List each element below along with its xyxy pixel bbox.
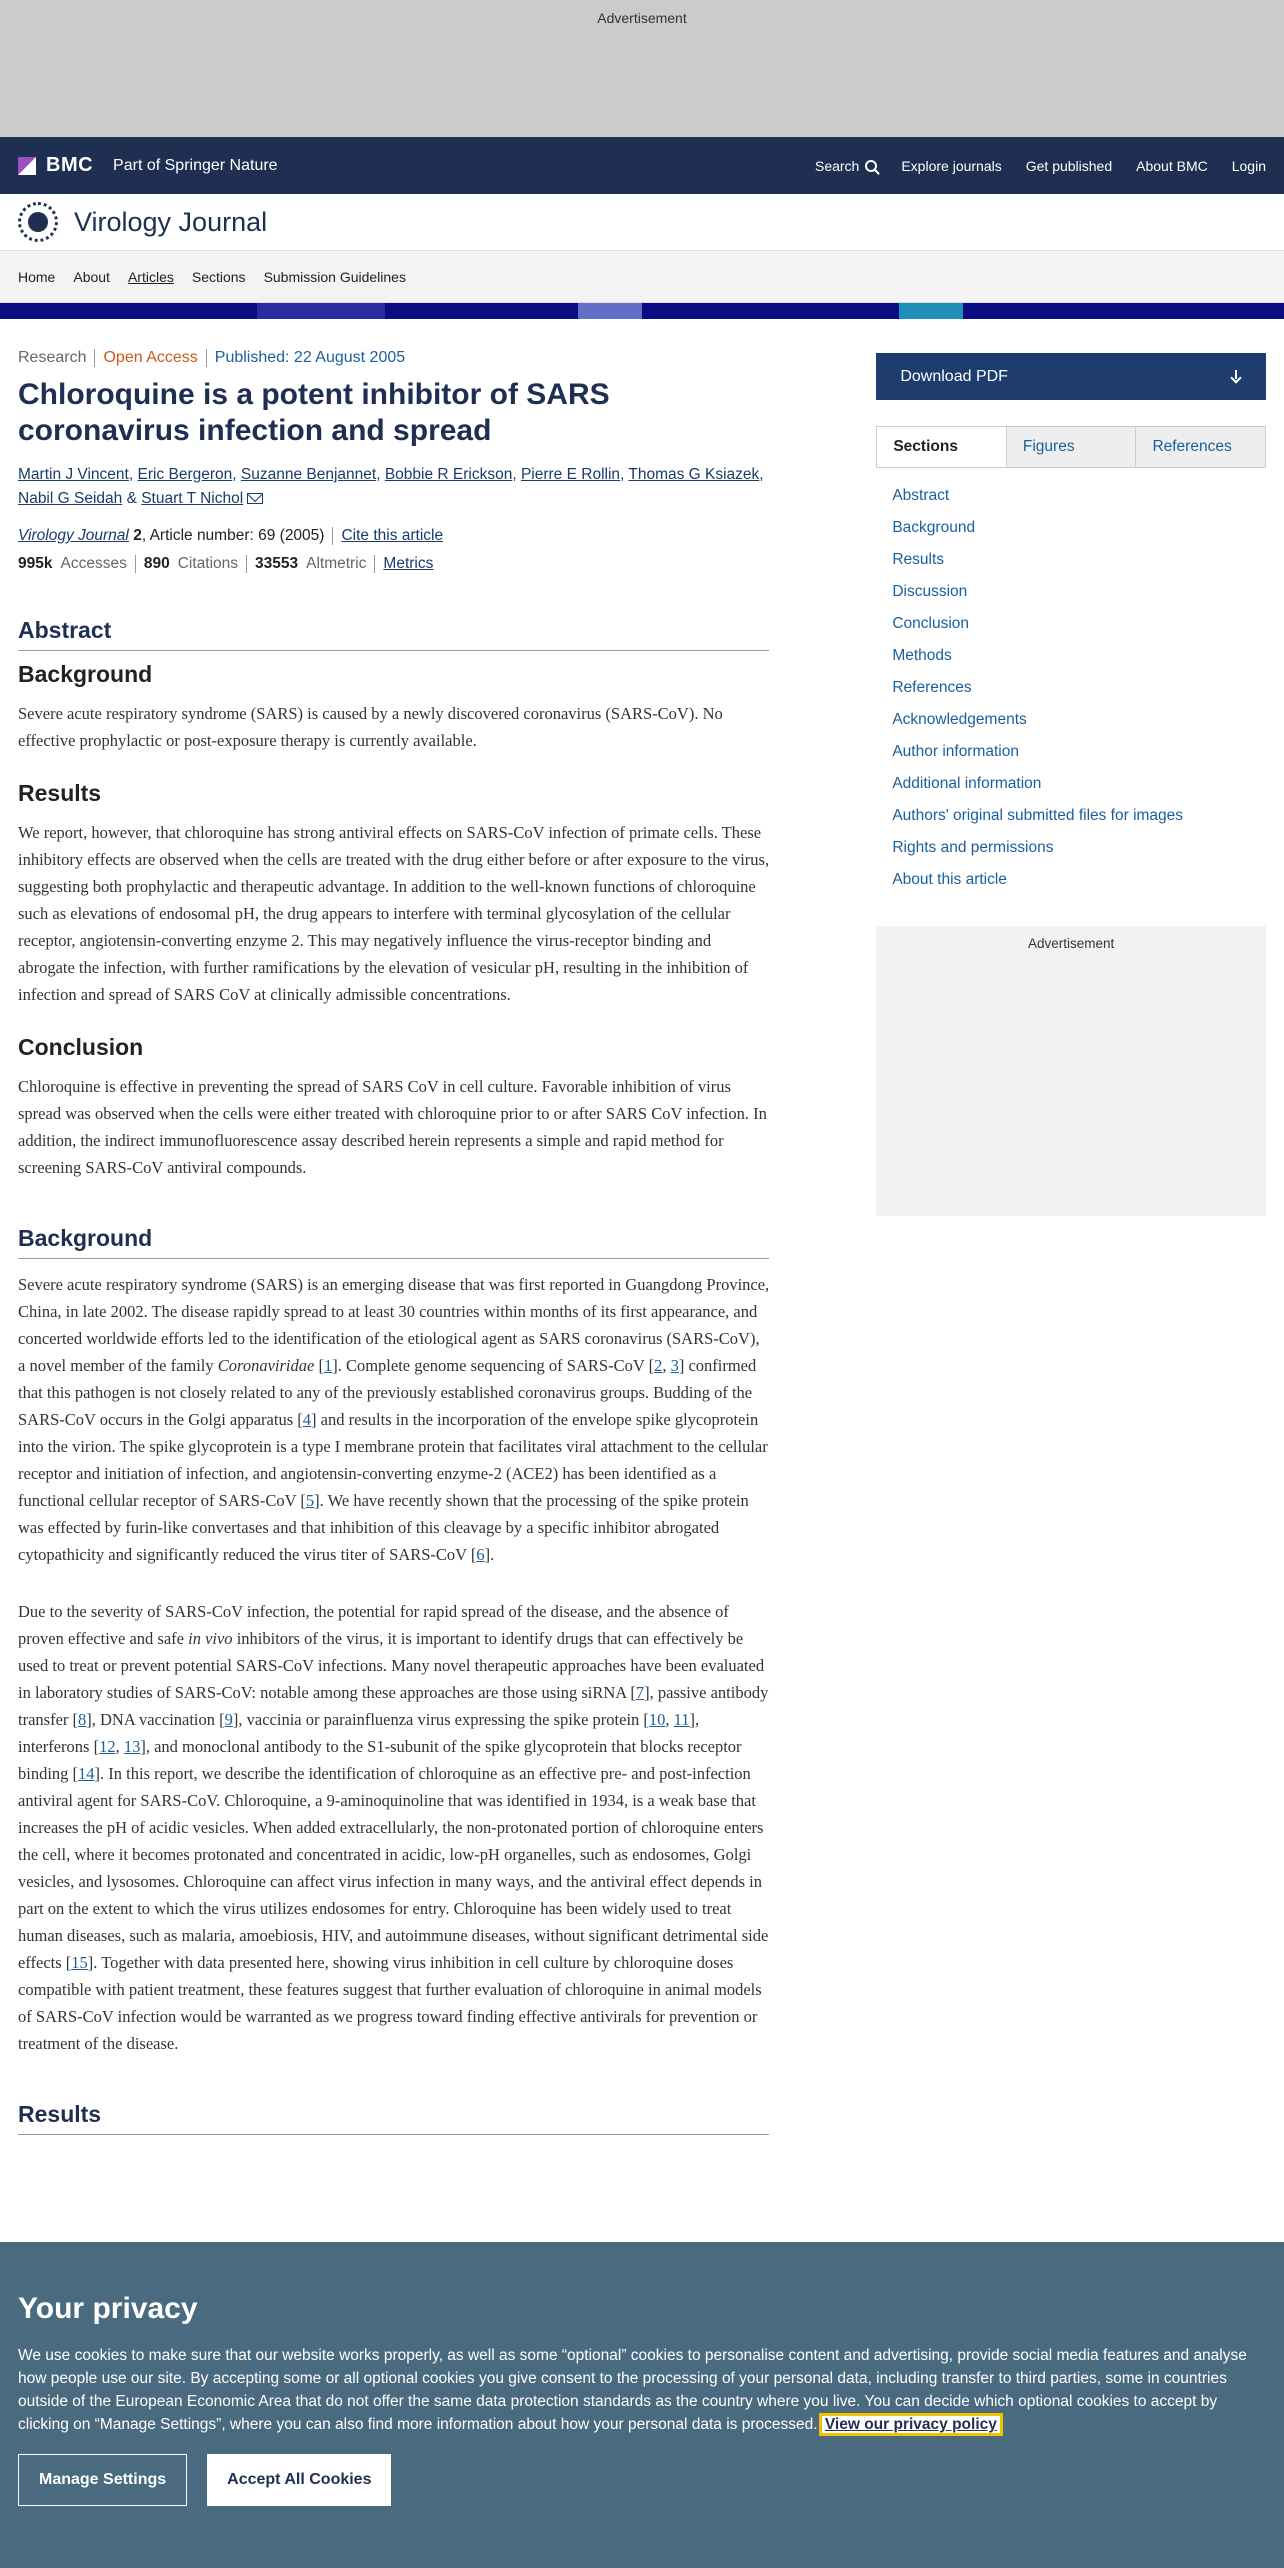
open-access-badge: Open Access [103,349,198,366]
altmetric-count: 33553 [255,555,299,572]
cookie-body: We use cookies to make sure that our website works properly, as well as some “optional” cookies to personalise content and advertising, provide social media features and analyse how people use our site. By accepting some or all optional cookies you give consent to the processing of your personal data, including transfer to third parties, some in countries outside of the European Economic Area that do not offer the same data protection standards as the country where you live. You can decide which optional cookies to accept by clicking on “Manage Settings”, where you can also find more information about how your personal data is processed. [18,2347,1247,2433]
cookie-buttons [18,2454,1266,2506]
journal-nav [0,251,1284,303]
text-run: ]. [484,1545,495,1564]
article-sidebar [876,319,1266,2135]
bmc-nav [815,158,1266,174]
author-link[interactable]: Pierre E Rollin [520,466,621,483]
toc-item-results[interactable]: Results [892,551,945,568]
text-run: ]. Complete genome sequencing of SARS-CoV [ [332,1356,655,1375]
reference-link[interactable]: 6 [476,1545,485,1564]
nav-articles[interactable]: Articles [127,268,174,285]
article-title: Chloroquine is a potent inhibitor of SARS coronavirus infection and spread [18,378,610,447]
reference-link[interactable]: 15 [71,1953,88,1972]
author-link[interactable]: Bobbie R Erickson [384,466,513,483]
background-heading: Background [18,1225,769,1259]
text-run: ]. We have recently shown that the processing of the spike protein was effected by furin-like convertases and that inhibition of this cleavage by a specific inhibitor abrogated cytopathicity and significantly reduced the virus titer of SARS-CoV [ [18,1491,749,1564]
bmc-header [0,137,1284,194]
about-bmc-link[interactable]: About BMC [1136,157,1208,174]
accesses-label: Accesses [60,555,127,572]
bmc-logo-text: BMC [46,154,94,176]
text-run: ]. Together with data presented here, showing virus inhibition in cell culture by chloroquine doses compatible with patient treatment, these features suggest that further evaluation of chloroquine in animal models of SARS-CoV infection would be warranted as we progress toward finding effective antivirals for prevention or treatment of the disease. [18,1953,762,2053]
abstract-heading: Abstract [18,617,769,651]
reference-link[interactable]: 11 [673,1710,690,1729]
text-run: [ [314,1356,324,1375]
abstract-background-heading: Background [18,661,153,687]
get-published-link[interactable]: Get published [1025,157,1113,174]
author-link[interactable]: Thomas G Ksiazek [628,466,760,483]
journal-header [0,194,1284,251]
toc-item-abstract[interactable]: Abstract [892,487,950,504]
download-icon [1230,370,1242,384]
manage-settings-button[interactable]: Manage Settings [18,2454,187,2506]
section-toc [876,468,1266,896]
toc-item-rights[interactable]: Rights and permissions [892,839,1054,856]
citation-article-number: , Article number: 69 (2005) [141,527,325,544]
accept-all-cookies-button[interactable]: Accept All Cookies [207,2454,391,2506]
top-advertisement [0,0,1284,137]
bmc-logo-sub: Part of Springer Nature [113,156,278,174]
tab-references[interactable]: References [1135,427,1265,467]
reference-link[interactable]: 1 [323,1356,333,1375]
email-icon[interactable] [247,493,263,504]
text-run: ] confirmed that this pathogen is not closely related to any of the previously established coronavirus groups. Budding of the SARS-CoV occurs in the Golgi apparatus [ [18,1356,757,1429]
article-meta [18,349,769,367]
cite-this-article-link[interactable]: Cite this article [341,527,444,544]
privacy-policy-link[interactable]: View our privacy policy [822,2416,1000,2433]
accesses-count: 995k [18,555,53,572]
divider [374,555,375,573]
toc-item-discussion[interactable]: Discussion [892,583,968,600]
citations-count: 890 [143,555,170,572]
author-link[interactable]: Suzanne Benjannet [240,466,377,483]
reference-link[interactable]: 7 [635,1683,645,1702]
abstract-results-text: We report, however, that chloroquine has strong antiviral effects on SARS-CoV infection of primate cells. These inhibitory effects are observed when the cells are treated with the drug either before or after exposure to the virus, suggesting both prophylactic and therapeutic advantage. In addition to the well-known functions of chloroquine such as elevations of endosomal pH, the drug appears to interfere with terminal glycosylation of the cellular receptor, angiotensin-converting enzyme 2. This may negatively influence the virus-receptor binding and abrogate the infection, with further ramifications by the elevation of vesicular pH, resulting in the inhibition of infection and spread of SARS CoV at clinically admissible concentrations. [18,823,770,1004]
author-link[interactable]: Eric Bergeron [137,466,233,483]
divider [135,555,136,573]
abstract-background-text: Severe acute respiratory syndrome (SARS) is caused by a newly discovered coronavirus (SARS-CoV). No effective prophylactic or post-exposure therapy is currently available. [18,704,723,750]
text-run: Due to the severity of SARS-CoV infection, the potential for rapid spread of the disease, and the absence of proven effective and safe [18,1602,729,1648]
bmc-logo[interactable] [18,154,278,177]
article-type: Research [18,349,87,366]
search-link[interactable] [815,158,877,174]
search-label: Search [814,157,860,174]
text-run: ], interferons [ [18,1710,700,1756]
reference-link[interactable]: 2 [654,1356,663,1375]
tab-figures[interactable]: Figures [1006,427,1136,467]
article-main [18,319,769,2135]
sidebar-advertisement [876,926,1266,1216]
abstract-conclusion-heading: Conclusion [18,1034,144,1060]
tab-sections[interactable]: Sections [877,427,1006,467]
page-content [0,319,1284,2135]
results-heading: Results [18,2101,769,2135]
nav-home[interactable]: Home [18,268,56,285]
toc-item-background[interactable]: Background [892,519,976,536]
text-run: ]. In this report, we describe the identification of chloroquine as an effective pre- and post-infection antiviral agent for SARS-CoV. Chloroquine, a 9-aminoquinoline that was identified in 1934, is a weak base that increases the pH of acidic vesicles. When added extracellularly, the non-protonated portion of chloroquine enters the cell, where it becomes protonated and concentrated in acidic, low-pH organelles, such as endosomes, Golgi vesicles, and lysosomes. Chloroquine can affect virus infection in many ways, and the antiviral effect depends in part on the extent to which the virus utilizes endosomes for entry. Chloroquine has been widely used to treat human diseases, such as malaria, amoebiosis, HIV, and autoimmune diseases, without significant detrimental side effects [ [18,1764,769,1972]
author-link[interactable]: Stuart T Nichol [141,490,244,507]
divider [94,349,95,367]
abstract-conclusion-text: Chloroquine is effective in preventing the spread of SARS CoV in cell culture. Favorable inhibition of virus spread was observed when the cells were either treated with chloroquine prior to or after SARS CoV infection. In addition, the indirect immunofluorescence assay described herein represents a simple and rapid method for screening SARS-CoV antiviral compounds. [18,1077,767,1177]
toc-item-acknowledgements[interactable]: Acknowledgements [892,711,1027,728]
toc-item-references[interactable]: References [892,679,972,696]
article-metrics [18,555,769,573]
decorative-banner [0,303,1284,319]
divider [206,349,207,367]
author-link[interactable]: Nabil G Seidah [18,490,123,507]
cookie-text [18,2344,1268,2436]
toc-item-about-article[interactable]: About this article [892,871,1007,888]
reference-link[interactable]: 10 [648,1710,666,1729]
author-list: Martin J Vincent, Eric Bergeron, Suzanne Benjannet, Bobbie R Erickson, Pierre E Rollin, Thomas G Ksiazek, Nabil G Seidah & Stuart T Nichol [18,466,764,507]
search-icon [865,160,877,172]
toc-item-additional-information[interactable]: Additional information [892,775,1042,792]
explore-journals-link[interactable]: Explore journals [901,157,1002,174]
nav-about[interactable]: About [73,268,110,285]
reference-link[interactable]: 3 [670,1356,679,1375]
nav-sections[interactable]: Sections [191,268,246,285]
download-pdf-label: Download PDF [900,367,1008,385]
cookie-banner [0,2242,1284,2568]
ad-label: Advertisement [1028,936,1115,951]
nav-submission-guidelines[interactable]: Submission Guidelines [263,268,406,285]
sidebar-tabs [876,426,1266,468]
text-run: inhibitors of the virus, it is important to identify drugs that can effectively be used to treat or prevent potential SARS-CoV infections. Many novel therapeutic approaches have been evaluated in laboratory studies of SARS-CoV: notable among these approaches are those using siRNA [ [18,1629,765,1702]
text-run: ], passive antibody transfer [ [18,1683,769,1729]
text-run: Severe acute respiratory syndrome (SARS) is an emerging disease that was first reported in Guangdong Province, China, in late 2002. The disease rapidly spread to at least 30 countries within months of its first appearance, and concerted worldwide efforts led to the identification of the etiological agent as SARS coronavirus (SARS-CoV), a novel member of the family [18,1275,770,1375]
text-run: ] and results in the incorporation of the envelope spike glycoprotein into the virion. The spike glycoprotein is a type I membrane protein that facilitates viral attachment to the cellular receptor and initiation of infection, and angiotensin-converting enzyme-2 (ACE2) has been identified as a functional cellular receptor of SARS-CoV [ [18,1410,768,1510]
reference-link[interactable]: 4 [302,1410,311,1429]
text-run: ], DNA vaccination [ [86,1710,225,1729]
altmetric-label: Altmetric [306,555,367,572]
background-paragraph-2: Due to the severity of SARS-CoV infection, the potential for rapid spread of the disease, and the absence of proven effective and safe in vivo inhibitors of the virus, it is important to identify drugs that can effectively be used to treat or prevent potential SARS-CoV infections. Many novel therapeutic approaches have been evaluated in laboratory studies of SARS-CoV: notable among these approaches are those using siRNA [7], passive antibody transfer [8], DNA vaccination [9], vaccinia or parainfluenza virus expressing the spike protein [10, 11], interferons [12, 13], and monoclonal antibody to the S1-subunit of the spike glycoprotein that blocks receptor binding [14]. In this report, we describe the identification of chloroquine as an effective pre- and post-infection antiviral agent for SARS-CoV. Chloroquine, a 9-aminoquinoline that was identified in 1934, is a weak base that increases the pH of acidic vesicles. When added extracellularly, the non-protonated portion of chloroquine enters the cell, where it becomes protonated and concentrated in acidic, low-pH organelles, such as endosomes, Golgi vesicles, and lysosomes. Chloroquine can affect virus infection in many ways, and the antiviral effect depends in part on the extent to which the virus utilizes endosomes for entry. Chloroquine has been widely used to treat human diseases, such as malaria, amoebiosis, HIV, and autoimmune diseases, without significant detrimental side effects [15]. Together with data presented here, showing virus inhibition in cell culture by chloroquine doses compatible with patient treatment, these features suggest that further evaluation of chloroquine in animal models of SARS-CoV infection would be warranted as we progress toward finding effective antivirals for prevention or treatment of the disease. [18,1602,769,2053]
toc-item-original-files[interactable]: Authors' original submitted files for images [892,807,1184,824]
toc-item-conclusion[interactable]: Conclusion [892,615,970,632]
reference-link[interactable]: 8 [78,1710,87,1729]
reference-link[interactable]: 5 [305,1491,315,1510]
abstract-results-heading: Results [18,780,102,806]
ad-label: Advertisement [597,10,687,26]
citations-label: Citations [177,555,239,572]
login-link[interactable]: Login [1231,157,1266,174]
journal-title[interactable]: Virology Journal [74,206,268,237]
reference-link[interactable]: 13 [123,1737,141,1756]
virus-logo-icon[interactable] [18,202,58,242]
metrics-link[interactable]: Metrics [383,555,434,572]
citation-volume: 2 [133,527,142,544]
reference-link[interactable]: 9 [224,1710,233,1729]
toc-item-author-information[interactable]: Author information [892,743,1019,760]
citation-line [18,527,769,545]
text-run: ], vaccinia or parainfluenza virus expressing the spike protein [ [232,1710,649,1729]
text-run: Coronaviridae [217,1356,315,1375]
divider [332,527,333,545]
download-pdf-button[interactable] [876,353,1266,400]
cookie-title: Your privacy [18,2292,198,2325]
published-date: Published: 22 August 2005 [214,349,406,366]
text-run: in vivo [188,1629,233,1648]
text-run: ], and monoclonal antibody to the S1-subunit of the spike glycoprotein that blocks receptor binding [ [18,1737,742,1783]
reference-link[interactable]: 14 [78,1764,95,1783]
author-link[interactable]: Martin J Vincent [18,466,129,483]
divider [246,555,247,573]
reference-link[interactable]: 12 [99,1737,116,1756]
background-paragraph-1: Severe acute respiratory syndrome (SARS) is an emerging disease that was first reported in Guangdong Province, China, in late 2002. The disease rapidly spread to at least 30 countries within months of its first appearance, and concerted worldwide efforts led to the identification of the etiological agent as SARS coronavirus (SARS-CoV), a novel member of the family Coronaviridae [1]. Complete genome sequencing of SARS-CoV [2, 3] confirmed that this pathogen is not closely related to any of the previously established coronavirus groups. Budding of the SARS-CoV occurs in the Golgi apparatus [4] and results in the incorporation of the envelope spike glycoprotein into the virion. The spike glycoprotein is a type I membrane protein that facilitates viral attachment to the cellular receptor and initiation of infection, and angiotensin-converting enzyme-2 (ACE2) has been identified as a functional cellular receptor of SARS-CoV [5]. We have recently shown that the processing of the spike protein was effected by furin-like convertases and that inhibition of this cleavage by a specific inhibitor abrogated cytopathicity and significantly reduced the virus titer of SARS-CoV [6]. [18,1275,770,1564]
bmc-logo-icon [18,157,36,175]
citation-journal[interactable]: Virology Journal [18,527,129,544]
toc-item-methods[interactable]: Methods [892,647,952,664]
